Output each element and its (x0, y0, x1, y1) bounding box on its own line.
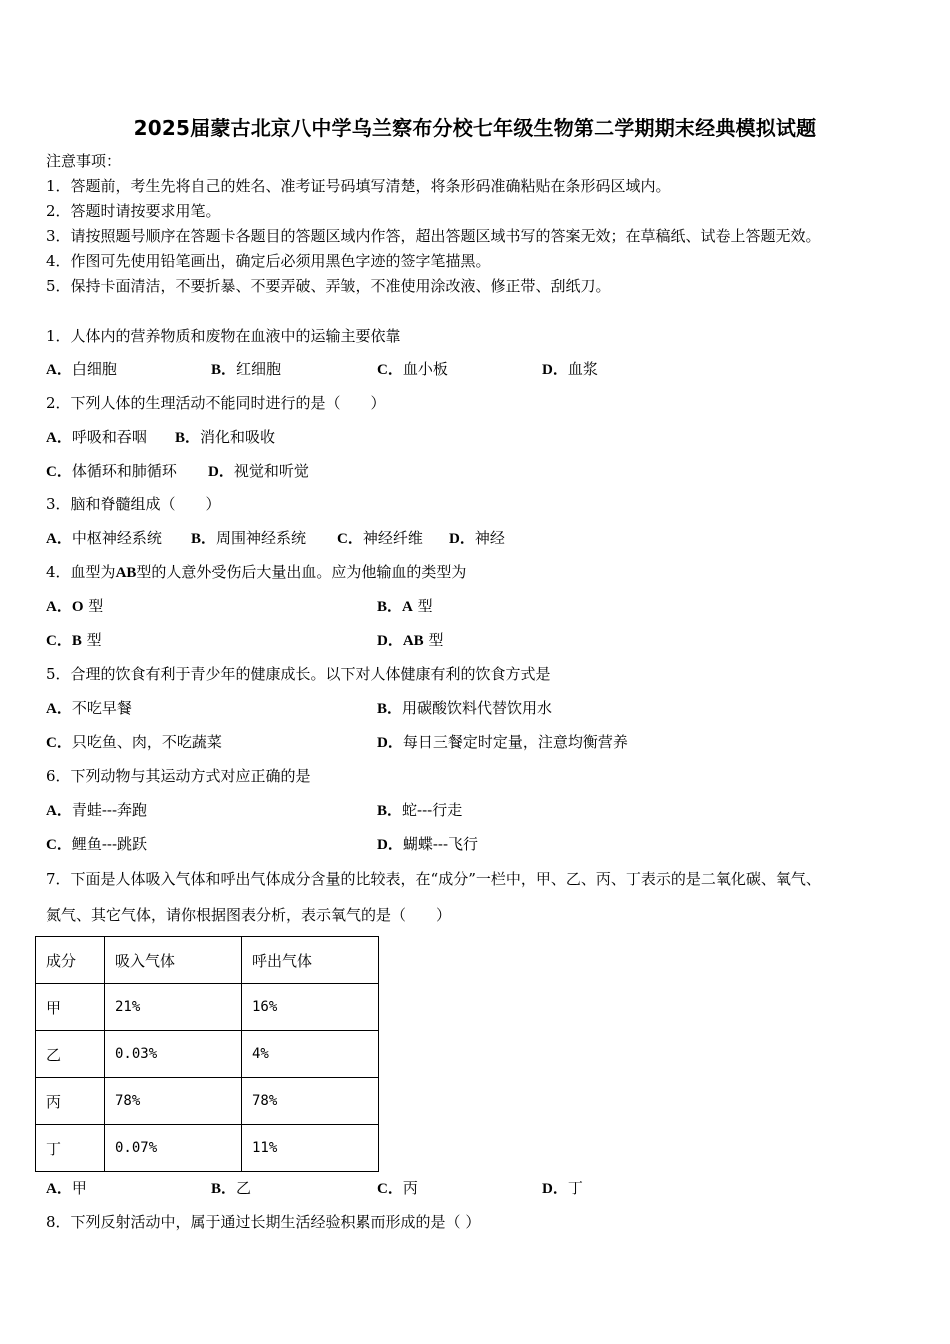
q4-option-c[interactable]: C．B 型 (46, 631, 102, 649)
notice-item: 2．答题时请按要求用笔。 (46, 202, 221, 220)
notice-item: 4．作图可先使用铅笔画出，确定后必须用黑色字迹的签字笔描黑。 (46, 252, 491, 270)
question-2: 2．下列人体的生理活动不能同时进行的是（ ） (46, 394, 386, 412)
q5-option-d[interactable]: D．每日三餐定时定量，注意均衡营养 (377, 733, 628, 751)
q2-option-d[interactable]: D．视觉和听觉 (208, 462, 309, 480)
q2-option-b[interactable]: B．消化和吸收 (175, 428, 276, 446)
table-cell: 甲 (36, 984, 105, 1031)
table-row (36, 1031, 379, 1078)
q4-option-b[interactable]: B．A 型 (377, 597, 433, 615)
table-header-cell: 吸入气体 (105, 937, 242, 984)
question-7: 7．下面是人体吸入气体和呼出气体成分含量的比较表，在“成分”一栏中，甲、乙、丙、丁表示的是二氧化碳、氧气、 (46, 870, 821, 888)
table-cell: 丁 (36, 1125, 105, 1172)
table-row (36, 1125, 379, 1172)
notice-item: 3．请按照题号顺序在答题卡各题目的答题区域内作答，超出答题区域书写的答案无效；在草稿纸、试卷上答题无效。 (46, 227, 821, 245)
notice-item: 5．保持卡面清洁，不要折暴、不要弄破、弄皱，不准使用涂改液、修正带、刮纸刀。 (46, 277, 611, 295)
notice-heading: 注意事项： (46, 152, 122, 170)
q7-option-a[interactable]: A．甲 (46, 1179, 87, 1197)
q7-option-d[interactable]: D．丁 (542, 1179, 583, 1197)
q7-option-b[interactable]: B．乙 (211, 1179, 252, 1197)
table-cell: 16% (242, 984, 379, 1031)
q6-option-d[interactable]: D．蝴蝶---飞行 (377, 835, 479, 853)
table-cell: 78% (105, 1078, 242, 1125)
question-5: 5．合理的饮食有利于青少年的健康成长。以下对人体健康有利的饮食方式是 (46, 665, 551, 683)
q6-option-a[interactable]: A．青蛙---奔跑 (46, 801, 148, 819)
table-header-row (36, 937, 379, 984)
q2-option-c[interactable]: C．体循环和肺循环 (46, 462, 177, 480)
q3-option-c[interactable]: C．神经纤维 (337, 529, 423, 547)
question-7-line2: 氮气、其它气体，请你根据图表分析，表示氧气的是（ ） (46, 906, 452, 924)
table-cell: 乙 (36, 1031, 105, 1078)
table-cell: 21% (105, 984, 242, 1031)
q5-option-c[interactable]: C．只吃鱼、肉，不吃蔬菜 (46, 733, 222, 751)
q1-option-a[interactable]: A．白细胞 (46, 360, 117, 378)
table-cell: 0.07% (105, 1125, 242, 1172)
table-cell: 丙 (36, 1078, 105, 1125)
question-6: 6．下列动物与其运动方式对应正确的是 (46, 767, 311, 785)
table-row (36, 1078, 379, 1125)
q2-option-a[interactable]: A．呼吸和吞咽 (46, 428, 147, 446)
table-cell: 4% (242, 1031, 379, 1078)
page-title: 2025届蒙古北京八中学乌兰察布分校七年级生物第二学期期末经典模拟试题 (133, 116, 817, 140)
q6-option-c[interactable]: C．鲤鱼---跳跃 (46, 835, 148, 853)
q6-option-b[interactable]: B．蛇---行走 (377, 801, 463, 819)
table-cell: 11% (242, 1125, 379, 1172)
question-4: 4．血型为AB型的人意外受伤后大量出血。应为他输血的类型为 (46, 563, 467, 581)
question-8: 8．下列反射活动中，属于通过长期生活经验积累而形成的是（ ） (46, 1213, 481, 1231)
notice-item: 1．答题前，考生先将自己的姓名、准考证号码填写清楚，将条形码准确粘贴在条形码区域内。 (46, 177, 671, 195)
table-header-cell: 成分 (36, 937, 105, 984)
gas-composition-table (35, 936, 379, 1172)
q4-option-a[interactable]: A．O 型 (46, 597, 104, 615)
q4-option-d[interactable]: D．AB 型 (377, 631, 444, 649)
q1-option-d[interactable]: D．血浆 (542, 360, 598, 378)
question-1: 1．人体内的营养物质和废物在血液中的运输主要依靠 (46, 327, 401, 345)
table-row (36, 984, 379, 1031)
q3-option-d[interactable]: D．神经 (449, 529, 505, 547)
table-header-cell: 呼出气体 (242, 937, 379, 984)
q1-option-b[interactable]: B．红细胞 (211, 360, 282, 378)
q3-option-a[interactable]: A．中枢神经系统 (46, 529, 162, 547)
table-cell: 0.03% (105, 1031, 242, 1078)
table-cell: 78% (242, 1078, 379, 1125)
q1-option-c[interactable]: C．血小板 (377, 360, 448, 378)
q3-option-b[interactable]: B．周围神经系统 (191, 529, 307, 547)
q5-option-b[interactable]: B．用碳酸饮料代替饮用水 (377, 699, 553, 717)
q7-option-c[interactable]: C．丙 (377, 1179, 418, 1197)
question-3: 3．脑和脊髓组成（ ） (46, 495, 221, 513)
q5-option-a[interactable]: A．不吃早餐 (46, 699, 132, 717)
